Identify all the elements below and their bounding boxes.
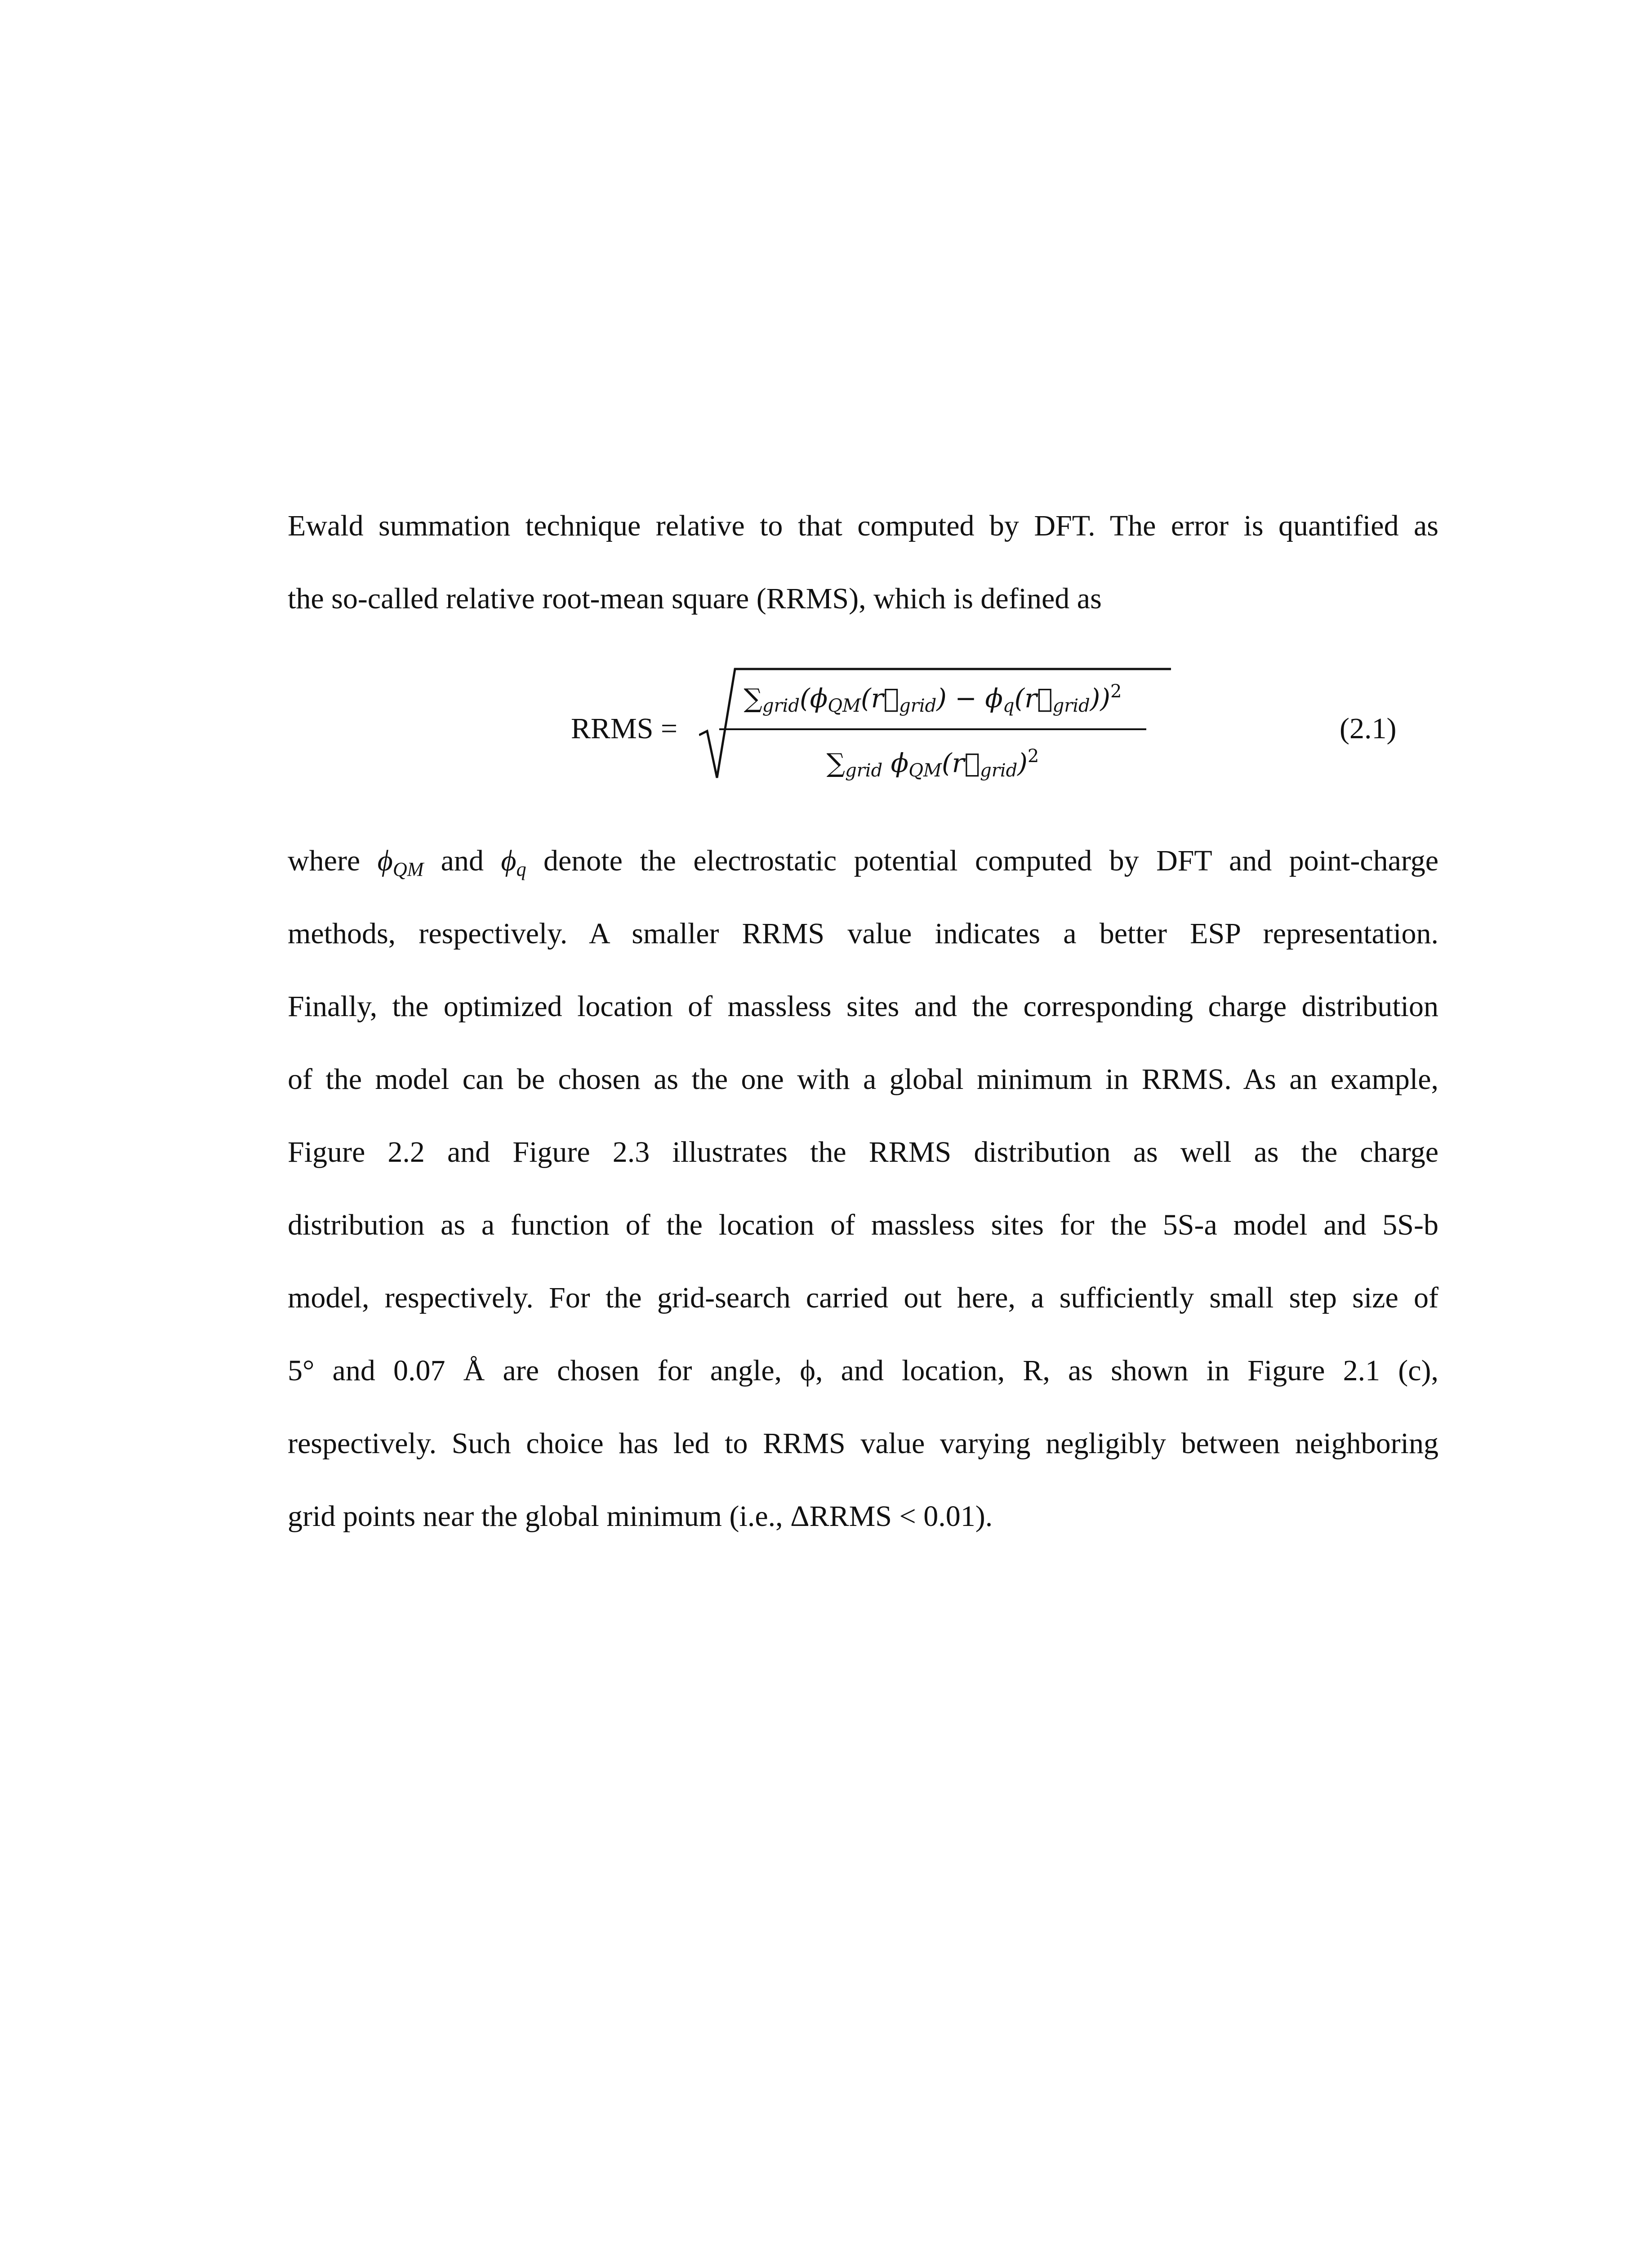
text-line: 5° and 0.07 Å are chosen for angle, ϕ, and location, R, as shown in Figure 2.1 (c), xyxy=(288,1354,1438,1387)
text-line: Figure 2.2 and Figure 2.3 illustrates the RRMS distribution as well as the charge xyxy=(288,1136,1438,1169)
equation-number: (2.1) xyxy=(1340,712,1397,745)
text-line: Ewald summation technique relative to that computed by DFT. The error is quantified as xyxy=(288,509,1438,542)
text-line: of the model can be chosen as the one with a global minimum in RRMS. As an example, xyxy=(288,1063,1438,1096)
text-line: Finally, the optimized location of massless sites and the corresponding charge distribution xyxy=(288,990,1438,1023)
text-line: model, respectively. For the grid-search carried out here, a sufficiently small step size of xyxy=(288,1281,1438,1314)
text-line: the so-called relative root-mean square (RRMS), which is defined as xyxy=(288,582,1102,615)
phi-qm-symbol: $\phi_{QM}$ xyxy=(377,844,424,880)
text-line: respectively. Such choice has led to RRMS value varying negligibly between neighboring xyxy=(288,1427,1438,1460)
text-line: grid points near the global minimum (i.e., ΔRRMS < 0.01). xyxy=(288,1500,993,1533)
equation-denominator: $\sum_{grid}$ $\phi_{QM}(r⃗_{grid})^2$ xyxy=(826,746,1039,781)
text-line: where $\phi_{QM}$ and $\phi_q$ denote the electrostatic potential computed by DFT and point-charge xyxy=(288,844,1439,880)
equation-2-1 xyxy=(0,665,1652,800)
phi-q-symbol: $\phi_q$ xyxy=(501,844,526,880)
equation-numerator: $\sum_{grid}(\phi_{QM}(r⃗_{grid})$ − $\phi_q(r⃗_{grid}))^2$ xyxy=(744,681,1122,716)
equation-lhs: RRMS = xyxy=(571,712,678,745)
text-line: methods, respectively. A smaller RRMS value indicates a better ESP representation. xyxy=(288,917,1438,950)
text-line: distribution as a function of the location of massless sites for the 5S-a model and 5S-b xyxy=(288,1209,1438,1241)
fraction-bar xyxy=(719,728,1146,730)
